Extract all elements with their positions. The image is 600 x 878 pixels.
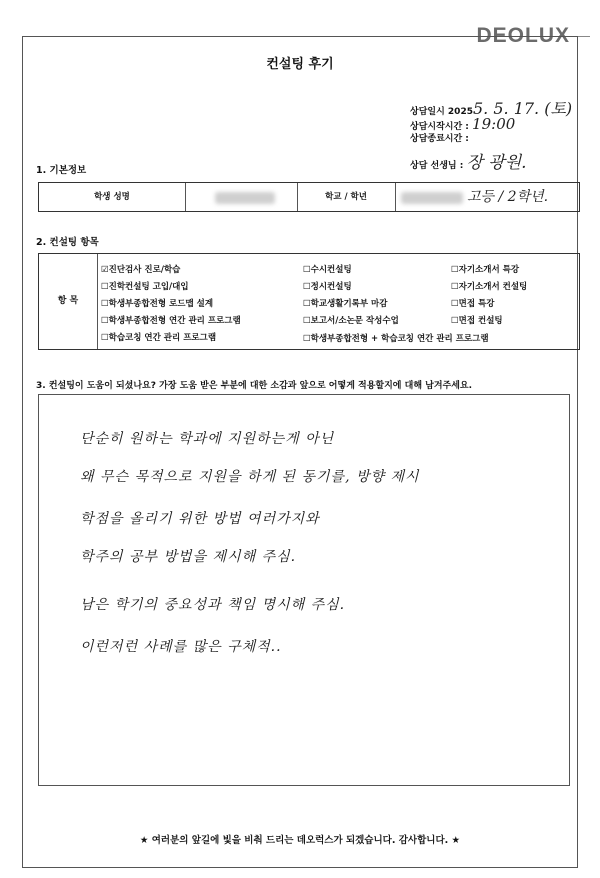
item-early-admission[interactable]: ☐수시컨설팅 — [303, 265, 352, 275]
item-diagnostic[interactable]: ☑진단검사 진로/학습 — [101, 265, 181, 275]
date-year: 2025 — [447, 107, 473, 117]
review-line-4: 학주의 공부 방법을 제시해 주심. — [80, 549, 297, 565]
item-record-closing[interactable]: ☐학교생활기록부 마감 — [303, 299, 388, 309]
review-line-1: 단순히 원하는 학과에 지원하는게 아닌 — [80, 431, 335, 447]
consulting-items-table — [38, 253, 580, 350]
checkbox-icon[interactable]: ☐ — [303, 282, 311, 292]
item-roadmap[interactable]: ☐학생부종합전형 로드맵 설계 — [101, 299, 214, 309]
checkbox-icon[interactable]: ☐ — [101, 316, 109, 326]
checkbox-checked-icon[interactable]: ☑ — [101, 265, 109, 275]
item-combined-program[interactable]: ☐학생부종합전형 + 학습코칭 연간 관리 프로그램 — [303, 334, 489, 344]
review-line-5: 남은 학기의 중요성과 책임 명시해 주심. — [80, 597, 346, 613]
section2-heading: 2. 컨설팅 항목 — [36, 237, 99, 248]
item-interview-consulting[interactable]: ☐면접 컨설팅 — [451, 316, 503, 326]
section1-heading: 1. 기본정보 — [36, 165, 87, 176]
form-title: 컨설팅 후기 — [266, 57, 334, 72]
item-report-class[interactable]: ☐보고서/소논문 작성수업 — [303, 316, 399, 326]
item-interview-lecture[interactable]: ☐면접 특강 — [451, 299, 495, 309]
item-admission-consulting[interactable]: ☐진학컨설팅 고입/대입 — [101, 282, 189, 292]
checkbox-icon[interactable]: ☐ — [451, 316, 459, 326]
review-line-3: 학점을 올리기 위한 방법 여러가지와 — [80, 511, 320, 527]
student-name-redacted — [215, 192, 275, 204]
item-annual-program[interactable]: ☐학생부종합전형 연간 관리 프로그램 — [101, 316, 241, 326]
items-row-label: 항 목 — [57, 296, 79, 306]
checkbox-icon[interactable]: ☐ — [303, 334, 311, 344]
checkbox-icon[interactable]: ☐ — [303, 299, 311, 309]
teacher-row — [410, 148, 527, 173]
checkbox-icon[interactable]: ☐ — [303, 316, 311, 326]
item-essay-consulting[interactable]: ☐자기소개서 컨설팅 — [451, 282, 528, 292]
basic-info-table — [38, 182, 580, 212]
end-time-row — [410, 131, 469, 144]
section3-heading: 3. 컨설팅이 도움이 되셨나요? 가장 도움 받은 부분에 대한 소감과 앞으로 어떻게 적용할지에 대해 남겨주세요. — [36, 381, 473, 391]
student-name-label: 학생 성명 — [94, 192, 130, 202]
school-name-redacted — [401, 192, 463, 204]
date-label: 상담일시 — [410, 107, 445, 117]
item-study-coaching[interactable]: ☐학습코칭 연간 관리 프로그램 — [101, 333, 217, 343]
review-line-2: 왜 무슨 목적으로 지원을 하게 된 동기를, 방향 제시 — [80, 469, 420, 485]
deolux-logo: DEOLUX — [476, 24, 570, 47]
item-regular-admission[interactable]: ☐정시컨설팅 — [303, 282, 352, 292]
checkbox-icon[interactable]: ☐ — [101, 333, 109, 343]
teacher-label: 상담 선생님 : — [410, 161, 464, 171]
checkbox-icon[interactable]: ☐ — [451, 299, 459, 309]
item-essay-lecture[interactable]: ☐자기소개서 특강 — [451, 265, 520, 275]
review-line-6: 이런저런 사례를 많은 구체적.. — [80, 639, 282, 655]
checkbox-icon[interactable]: ☐ — [101, 299, 109, 309]
end-time-label: 상담종료시간 : — [410, 134, 469, 144]
start-time-label: 상담시작시간 : — [410, 122, 469, 132]
checkbox-icon[interactable]: ☐ — [451, 282, 459, 292]
checkbox-icon[interactable]: ☐ — [303, 265, 311, 275]
checkbox-icon[interactable]: ☐ — [101, 282, 109, 292]
checkbox-icon[interactable]: ☐ — [451, 265, 459, 275]
review-textarea[interactable] — [38, 394, 570, 786]
teacher-handwritten: 장 광원. — [466, 153, 527, 173]
school-grade-label: 학교 / 학년 — [325, 192, 367, 202]
date-handwritten: 5. 5. 17. (토) — [472, 99, 573, 118]
start-time-handwritten: 19:00 — [472, 115, 516, 133]
footer-message: ★ 여러분의 앞길에 빛을 비춰 드리는 데오럭스가 되겠습니다. 감사합니다. ★ — [139, 835, 461, 846]
school-grade-handwritten: 고등 / 2학년. — [467, 189, 549, 205]
